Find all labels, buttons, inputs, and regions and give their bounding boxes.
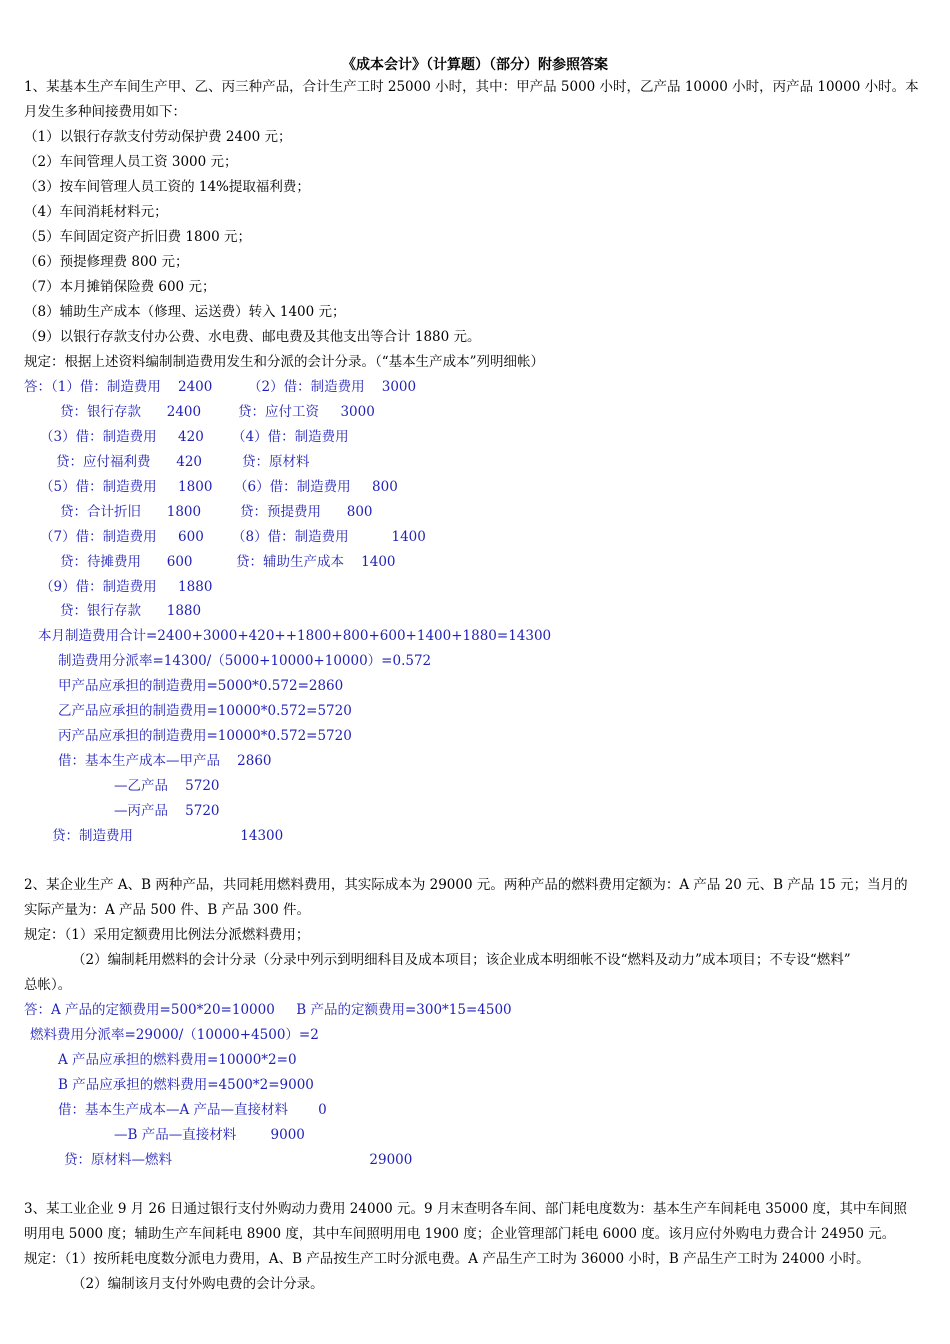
q1-item-1: （1）以银行存款支付劳动保护费 2400 元； <box>24 129 292 145</box>
q1-answer-9-credit: 贷：银行存款 1880 <box>60 603 202 619</box>
q2-stem-line2: 实际产量为：A 产品 500 件、B 产品 300 件。 <box>24 902 310 918</box>
q1-item-6: （6）预提修理费 800 元； <box>24 254 189 270</box>
q1-journal-credit: 贷：制造费用 14300 <box>52 828 284 844</box>
q1-product-bing-share: 丙产品应承担的制造费用=10000*0.572=5720 <box>58 728 352 744</box>
q1-product-yi-share: 乙产品应承担的制造费用=10000*0.572=5720 <box>58 703 352 719</box>
q2-answer-b-share: B 产品应承担的燃料费用=4500*2=9000 <box>58 1077 314 1093</box>
q1-item-8: （8）辅助生产成本（修理、运送费）转入 1400 元； <box>24 304 346 320</box>
q1-item-4: （4）车间消耗材料元； <box>24 204 168 220</box>
q1-journal-debit-jia: 借：基本生产成本—甲产品 2860 <box>58 753 272 769</box>
q1-product-jia-share: 甲产品应承担的制造费用=5000*0.572=2860 <box>58 678 344 694</box>
q3-stem-line2: 明用电 5000 度；辅助生产车间耗电 8900 度，其中车间照明用电 1900 度；企业管理部门耗电 6000 度。该月应付外购电力费合计 24950 元。 <box>24 1226 896 1242</box>
q2-journal-debit-b: —B 产品—直接材料 9000 <box>114 1127 305 1143</box>
q1-answer-5-credit: 贷：合计折旧 1800 <box>60 504 202 520</box>
q1-total-overhead: 本月制造费用合计=2400+3000+420++1800+800+600+1400+1880=14300 <box>38 628 552 644</box>
q1-answer-8-debit: （8）借：制造费用 1400 <box>232 529 426 545</box>
q2-answer-quota-costs: 答：A 产品的定额费用=500*20=10000 B 产品的定额费用=300*15=4500 <box>24 1002 512 1018</box>
q1-answer-3-debit: （3）借：制造费用 420 <box>40 429 204 445</box>
q1-answer-6-debit: （6）借：制造费用 800 <box>234 479 398 495</box>
q2-requirement-2: （2）编制耗用燃料的会计分录（分录中列示到明细科目及成本项目；该企业成本明细帐不设“燃料及动力”成本项目；不专设“燃料” <box>72 952 851 968</box>
q3-requirement-1: 规定：（1）按所耗电度数分派电力费用，A、B 产品按生产工时分派电费。A 产品生产工时为 36000 小时，B 产品生产工时为 24000 小时。 <box>24 1251 870 1267</box>
q1-answer-4-credit: 贷：原材料 <box>242 454 310 470</box>
q1-item-7: （7）本月摊销保险费 600 元； <box>24 279 216 295</box>
q1-allocation-rate: 制造费用分派率=14300/（5000+10000+10000）=0.572 <box>58 653 432 669</box>
document-title: 《成本会计》（计算题）（部分）附参照答案 <box>342 57 608 73</box>
q3-requirement-2: （2）编制该月支付外购电费的会计分录。 <box>72 1276 324 1292</box>
q2-requirement-2-cont: 总帐）。 <box>24 977 72 993</box>
q3-stem-line1: 3、某工业企业 9 月 26 日通过银行支付外购动力费用 24000 元。9 月末查明各车间、部门耗电度数为：基本生产车间耗电 35000 度，其中车间照 <box>24 1201 907 1217</box>
q1-stem-line2: 月发生多种间接费用如下： <box>24 104 186 120</box>
q1-answer-4-debit: （4）借：制造费用 <box>232 429 349 445</box>
q2-answer-a-share: A 产品应承担的燃料费用=10000*2=0 <box>58 1052 297 1068</box>
q1-stem-line1: 1、某基本生产车间生产甲、乙、丙三种产品，合计生产工时 25000 小时，其中：甲产品 5000 小时，乙产品 10000 小时，丙产品 10000 小时。本 <box>24 79 919 95</box>
q1-journal-debit-bing: —丙产品 5720 <box>114 803 220 819</box>
q1-answer-6-credit: 贷：预提费用 800 <box>240 504 373 520</box>
q1-answer-2-debit: （2）借：制造费用 3000 <box>248 379 417 395</box>
q1-answer-1-credit: 贷：银行存款 2400 <box>60 404 202 420</box>
q1-answer-2-credit: 贷：应付工资 3000 <box>238 404 375 420</box>
q1-answer-7-credit: 贷：待摊费用 600 <box>60 554 193 570</box>
q1-answer-8-credit: 贷：辅助生产成本 1400 <box>236 554 396 570</box>
q2-answer-rate: 燃料费用分派率=29000/（10000+4500）=2 <box>30 1027 319 1043</box>
q1-item-2: （2）车间管理人员工资 3000 元； <box>24 154 238 170</box>
q1-answer-3-credit: 贷：应付福利费 420 <box>56 454 203 470</box>
q1-requirement: 规定：根据上述资料编制制造费用发生和分派的会计分录。（“基本生产成本”列明细帐） <box>24 354 545 370</box>
q1-answer-7-debit: （7）借：制造费用 600 <box>40 529 204 545</box>
q2-stem-line1: 2、某企业生产 A、B 两种产品，共同耗用燃料费用，其实际成本为 29000 元。两种产品的燃料费用定额为：A 产品 20 元、B 产品 15 元；当月的 <box>24 877 908 893</box>
q1-answer-5-debit: （5）借：制造费用 1800 <box>40 479 213 495</box>
q1-answer-1-debit: 答：（1）借：制造费用 2400 <box>24 379 213 395</box>
q1-item-9: （9）以银行存款支付办公费、水电费、邮电费及其他支出等合计 1880 元。 <box>24 329 481 345</box>
q2-journal-credit: 贷：原材料—燃料 29000 <box>64 1152 413 1168</box>
q1-item-3: （3）按车间管理人员工资的 14%提取福利费； <box>24 179 310 195</box>
q1-item-5: （5）车间固定资产折旧费 1800 元； <box>24 229 252 245</box>
q1-journal-debit-yi: —乙产品 5720 <box>114 778 220 794</box>
q1-answer-9-debit: （9）借：制造费用 1880 <box>40 579 213 595</box>
q2-requirement-1: 规定：（1）采用定额费用比例法分派燃料费用； <box>24 927 310 943</box>
q2-journal-debit-a: 借：基本生产成本—A 产品—直接材料 0 <box>58 1102 327 1118</box>
